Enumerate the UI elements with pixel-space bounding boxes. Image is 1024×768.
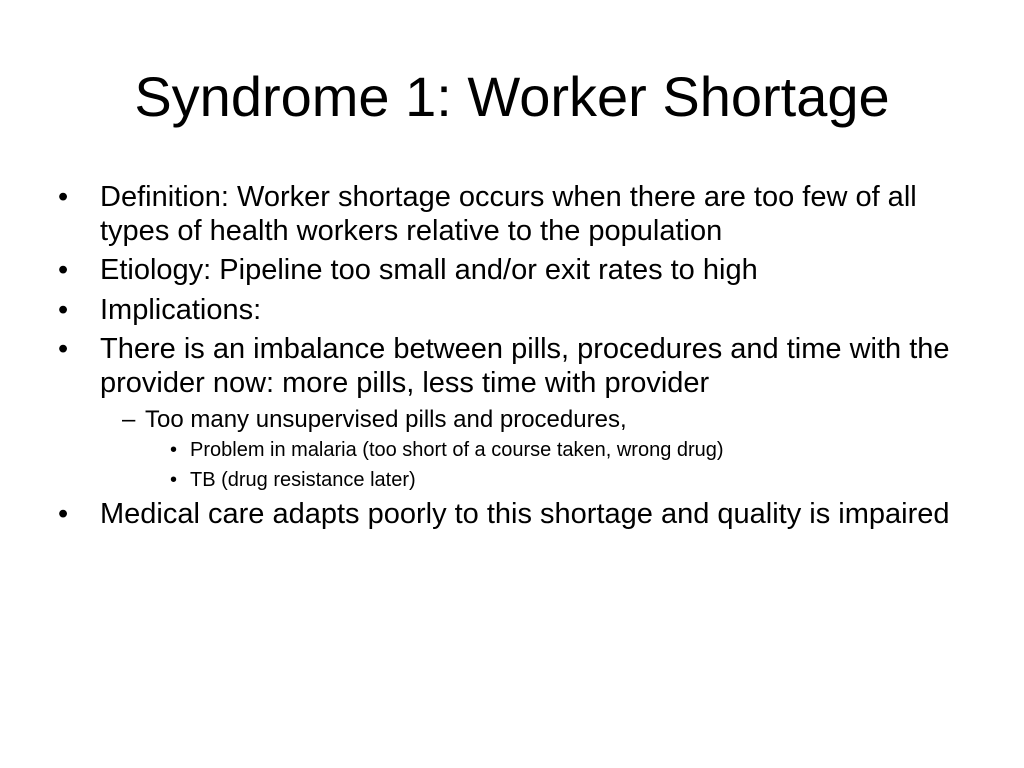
sub-sub-bullet-text: TB (drug resistance later) <box>190 469 416 491</box>
sub-sub-bullet-tb <box>56 468 976 493</box>
slide-title: Syndrome 1: Worker Shortage <box>134 65 890 128</box>
bullet-marker: • <box>170 439 178 461</box>
bullet-marker: • <box>170 469 178 491</box>
bullet-marker: • <box>58 181 69 213</box>
sub-bullet-text: Too many unsupervised pills and procedures, <box>145 406 627 433</box>
bullet-text: Medical care adapts poorly to this shortage and quality is impaired <box>100 498 950 530</box>
bullet-marker: • <box>58 498 69 530</box>
bullet-definition <box>56 181 976 248</box>
bullet-marker: • <box>58 293 69 326</box>
bullet-imbalance <box>56 333 976 400</box>
dash-marker: – <box>122 406 136 433</box>
bullet-marker: • <box>58 333 69 365</box>
bullet-list <box>56 181 976 538</box>
bullet-text: Definition: Worker shortage occurs when there are too few of all types of health workers relative to the population <box>100 181 917 247</box>
sub-bullet-unsupervised <box>56 406 976 434</box>
bullet-medical-care <box>56 498 976 532</box>
bullet-etiology <box>56 254 976 288</box>
sub-sub-bullet-malaria <box>56 438 976 463</box>
bullet-text: Etiology: Pipeline too small and/or exit rates to high <box>100 254 758 286</box>
sub-sub-bullet-text: Problem in malaria (too short of a course taken, wrong drug) <box>190 439 724 461</box>
bullet-text: There is an imbalance between pills, procedures and time with the provider now: more pills, less time with provider <box>100 333 950 399</box>
bullet-text: Implications: <box>100 293 262 326</box>
bullet-marker: • <box>58 254 69 286</box>
bullet-implications <box>56 294 976 328</box>
